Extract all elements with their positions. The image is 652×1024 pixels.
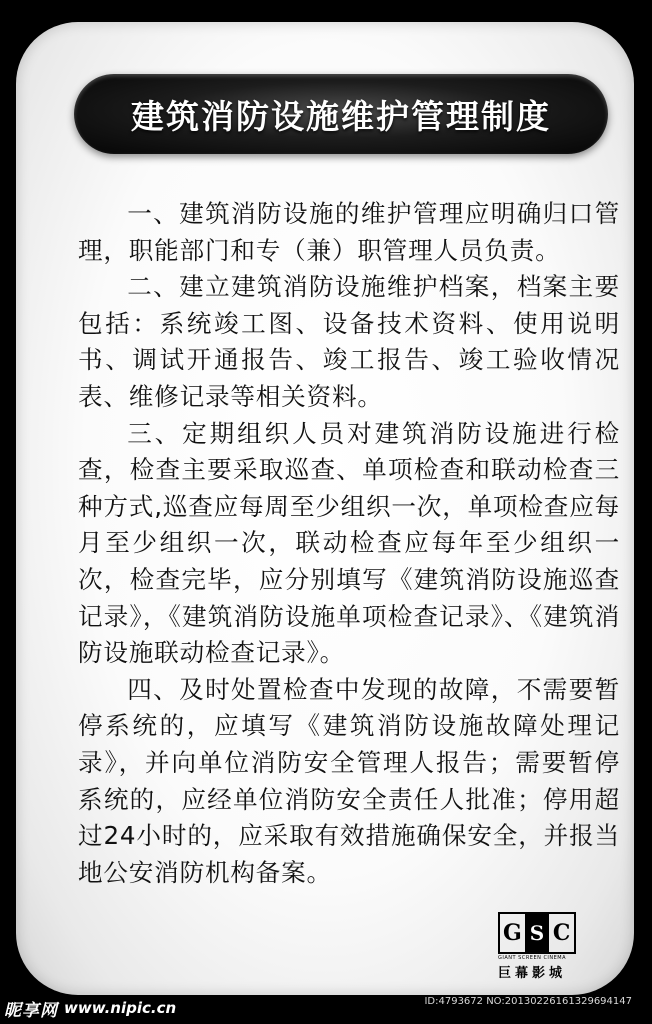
paragraph-2: 二、建立建筑消防设施维护档案，档案主要包括：系统竣工图、设备技术资料、使用说明书、调试开通报告、竣工报告、竣工验收情况表、维修记录等相关资料。 xyxy=(78,272,620,411)
paragraph-4: 四、及时处置检查中发现的故障，不需要暂停系统的，应填写《建筑消防设施故障处理记录》，并向单位消防安全管理人报告；需要暂停系统的，应经单位消防安全责任人批准；停用超过24小时的，应采取有效措施确保安全，并报当地公安消防机构备案。 xyxy=(78,674,620,887)
logo-letter-c: C xyxy=(552,920,571,946)
paragraph-1: 一、建筑消防设施的维护管理应明确归口管理，职能部门和专（兼）职管理人员负责。 xyxy=(78,199,620,265)
logo-subtitle: GIANT SCREEN CINEMA xyxy=(498,955,567,961)
watermark-url: www.nipic.cn xyxy=(64,999,177,1017)
cinema-logo xyxy=(498,912,578,981)
logo-mark xyxy=(498,912,576,954)
paragraph-3: 三、定期组织人员对建筑消防设施进行检查，检查主要采取巡查、单项检查和联动检查三种方式,巡查应每周至少组织一次，单项检查应每月至少组织一次，联动检查应每年至少组织一次，检查完毕，应分别填写《建筑消防设施巡查记录》，《建筑消防设施单项检查记录》、《建筑消防设施联动检查记录》。 xyxy=(78,418,620,668)
image-id-watermark: ID:4793672 NO:20130226161329694147 xyxy=(424,996,632,1007)
watermark-brand: 昵享网 xyxy=(4,1000,58,1021)
regulation-body xyxy=(78,196,620,891)
title-banner xyxy=(74,74,608,154)
site-watermark xyxy=(4,994,176,1022)
logo-chinese-name: 巨幕影城 xyxy=(498,966,567,981)
logo-letter-s: S xyxy=(525,914,550,952)
logo-letter-g: G xyxy=(502,920,522,946)
page-title: 建筑消防设施维护管理制度 xyxy=(131,96,551,136)
